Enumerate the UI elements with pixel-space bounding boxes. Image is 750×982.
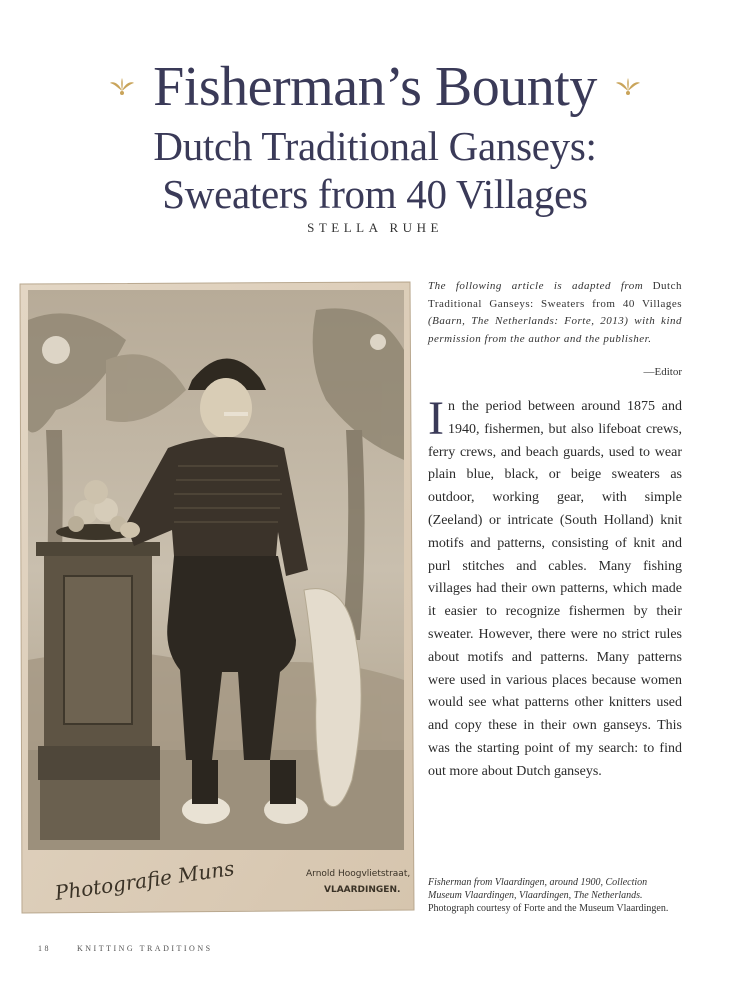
caption-text: Fisherman from Vlaardingen, around 1900, Collection Museum Vlaardingen, Vlaardingen, The Netherlands. [428,877,648,901]
page-number: 18 [38,944,51,953]
fleuron-left-icon [109,77,135,97]
fleuron-right-icon [615,77,641,97]
studio-address: Arnold Hoogvlietstraat, [306,869,411,879]
pedestal [36,542,160,840]
studio-signature: Photografie Muns [53,856,236,905]
vintage-photograph [16,280,416,915]
title-row [0,52,750,122]
photo-caption [428,876,682,915]
article-body [428,392,682,784]
subtitle-line-2: Sweaters from 40 Villages [162,171,588,217]
studio-city: VLAARDINGEN. [324,885,401,895]
caption-credit: Photograph courtesy of Forte and the Museum Vlaardingen. [428,903,669,914]
article-text: n the period between around 1875 and 1940, fishermen, but also lifeboat crews, ferry crews, and beach guards, used to wear plain blue, black, or beige sweaters as outdoor, working gear, with simple (Zeeland) or intricate (South Holland) knit motifs and patterns, consisting of knit and purl stitches and cables. Many fishing villages had their own patterns, which made it easier to recognize fishermen by their sweater. However, there were no strict rules about motifs and patterns. Many patterns were used in various places because women would see what patterns other knitters used and copy these in their own ganseys. This was the starting point of my search: to find out more about Dutch ganseys. [428,399,682,779]
page-title: Fisherman’s Bounty [153,56,597,118]
page-footer [38,944,213,953]
intro-text-2: (Baarn, The Netherlands: Forte, 2013) with kind permission from the author and the publisher. [428,315,682,345]
drop-cap: I [428,392,444,445]
publication-name: KNITTING TRADITIONS [77,944,213,953]
intro-text-1: The following article is adapted from [428,280,644,292]
editor-intro [428,278,682,348]
editor-signature: —Editor [643,366,682,378]
author-byline: STELLA RUHE [307,220,443,235]
subtitle-line-1: Dutch Traditional Ganseys: [153,123,597,169]
intro-book-title: Dutch Traditional Ganseys: Sweaters from 40 Villages [428,280,682,310]
